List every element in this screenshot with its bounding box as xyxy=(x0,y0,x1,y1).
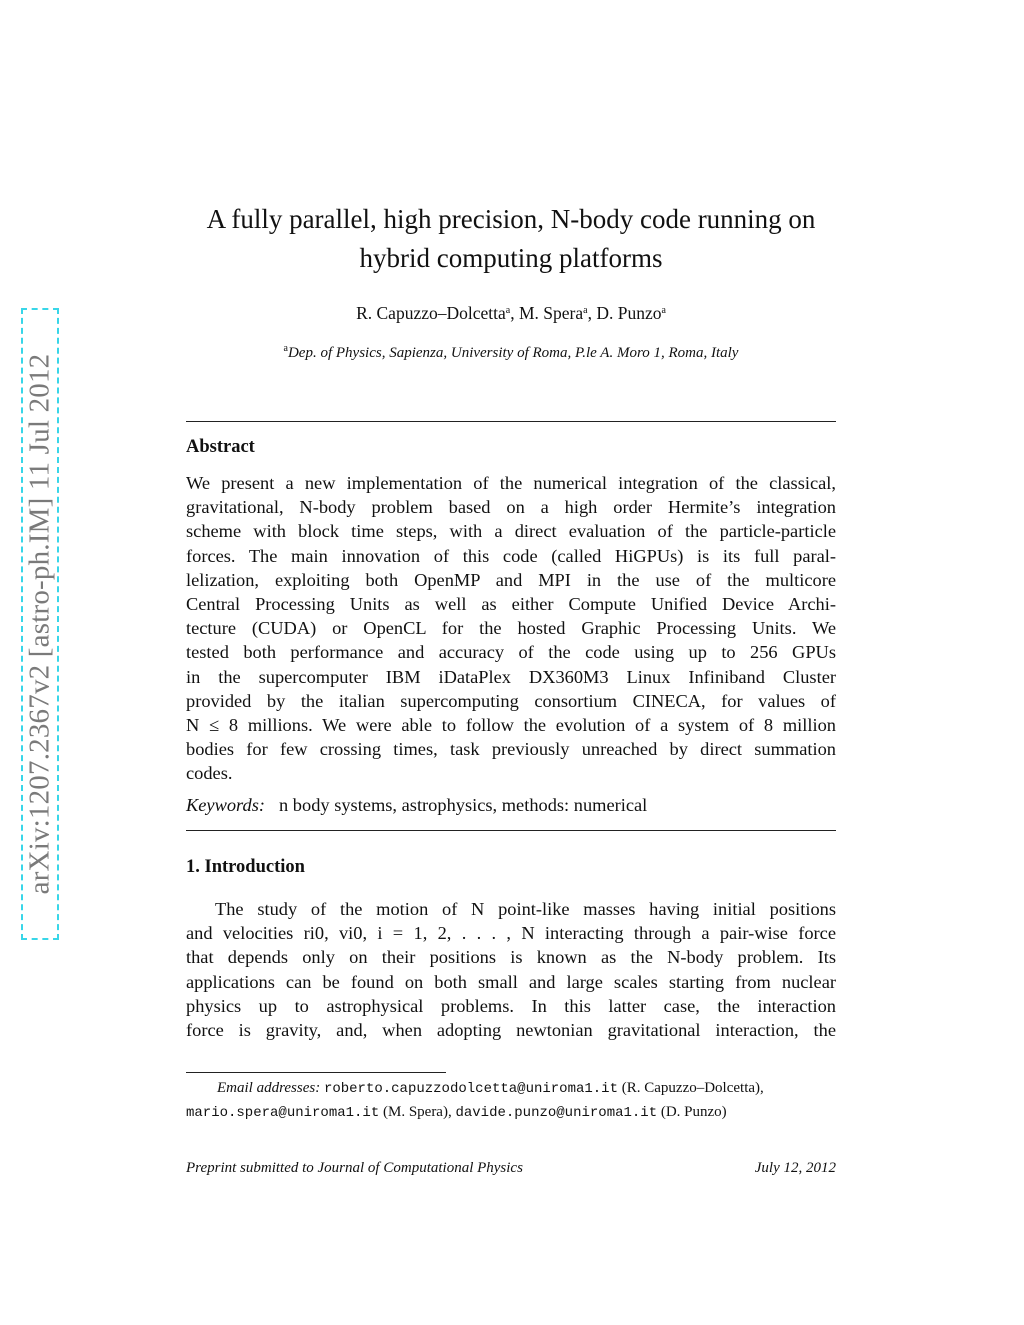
affiliation-mark: a xyxy=(583,305,588,316)
abstract-bottom-rule xyxy=(186,830,836,831)
abstract-line: in the supercomputer IBM iDataPlex DX360M3 Linux Infiniband Cluster xyxy=(186,666,836,687)
title-line-2: hybrid computing platforms xyxy=(359,243,663,273)
abstract-line: forces. The main innovation of this code (called HiGPUs) is its full paral- xyxy=(186,545,836,566)
introduction-body xyxy=(186,897,836,1042)
affiliation-mark: a xyxy=(505,305,511,316)
abstract-line: N ≤ 8 millions. We were able to follow the evolution of a system of 8 million xyxy=(186,714,836,735)
keywords xyxy=(186,793,647,817)
footnote-line xyxy=(186,1100,836,1124)
preprint-note: Preprint submitted to Journal of Computational Physics xyxy=(186,1160,523,1176)
footnote-line xyxy=(186,1076,836,1100)
keywords-text: n body systems, astrophysics, methods: numerical xyxy=(279,795,648,815)
affiliation-mark: a xyxy=(661,305,666,316)
abstract-line: lelization, exploiting both OpenMP and MPI in the use of the multicore xyxy=(186,569,836,590)
author-name: R. Capuzzo–Dolcetta xyxy=(356,303,506,323)
section-heading-introduction: 1. Introduction xyxy=(186,857,305,877)
body-line: and velocities ri0, vi0, i = 1, 2, . . . , N interacting through a pair-wise force xyxy=(186,923,836,944)
body-line: physics up to astrophysical problems. In this latter case, the interaction xyxy=(186,995,836,1016)
affiliation xyxy=(186,343,836,362)
body-line: force is gravity, and, when adopting newtonian gravitational interaction, the xyxy=(186,1019,836,1040)
email-owner: (M. Spera) xyxy=(382,1104,448,1120)
preprint-date: July 12, 2012 xyxy=(754,1160,836,1176)
abstract-line: gravitational, N-body problem based on a high order Hermite’s integration xyxy=(186,497,836,518)
author-name: D. Punzo xyxy=(596,303,662,323)
abstract-line: tecture (CUDA) or OpenCL for the hosted Graphic Processing Units. We xyxy=(186,618,836,639)
body-line: applications can be found on both small and large scales starting from nuclear xyxy=(186,971,836,992)
abstract-line: tested both performance and accuracy of the code using up to 256 GPUs xyxy=(186,642,836,663)
abstract-line: Central Processing Units as well as either Compute Unified Device Archi- xyxy=(186,593,836,614)
author-list xyxy=(186,303,836,324)
body-line: The study of the motion of N point-like masses having initial positions xyxy=(215,899,836,919)
title-line-1: A fully parallel, high precision, N-body code running on xyxy=(206,204,816,234)
abstract-line: provided by the italian supercomputing consortium CINECA, for values of xyxy=(186,690,836,711)
author-separator: , xyxy=(510,303,519,323)
email-separator: , xyxy=(447,1104,456,1120)
abstract-heading: Abstract xyxy=(186,437,255,457)
abstract-line: codes. xyxy=(186,763,233,784)
abstract-body xyxy=(186,471,836,785)
abstract-top-rule xyxy=(186,421,836,422)
email-owner: (D. Punzo) xyxy=(660,1104,727,1120)
arxiv-identifier: arXiv:1207.2367v2 [astro-ph.IM] 11 Jul 2012 xyxy=(23,353,56,895)
email-link[interactable]: mario.spera@uniroma1.it xyxy=(186,1105,380,1121)
affiliation-text: Dep. of Physics, Sapienza, University of Roma, P.le A. Moro 1, Roma, Italy xyxy=(287,345,739,361)
paper-title xyxy=(186,200,836,278)
footnote-rule xyxy=(186,1072,446,1073)
author-separator: , xyxy=(587,303,597,323)
author-name: M. Spera xyxy=(518,303,584,323)
body-line: that depends only on their positions is known as the N-body problem. Its xyxy=(186,947,836,968)
affiliation-mark: a xyxy=(283,343,288,354)
email-link[interactable]: roberto.capuzzodolcetta@uniroma1.it xyxy=(323,1081,618,1097)
abstract-line: We present a new implementation of the numerical integration of the classical, xyxy=(186,473,836,493)
abstract-line: scheme with block time steps, with a direct evaluation of the particle-particle xyxy=(186,521,836,542)
email-owner: (R. Capuzzo–Dolcetta) xyxy=(621,1080,761,1096)
abstract-line: bodies for few crossing times, task previously unreached by direct summation xyxy=(186,739,836,760)
email-link[interactable]: davide.punzo@uniroma1.it xyxy=(455,1105,658,1121)
keywords-label: Keywords: xyxy=(186,795,266,815)
footnote-emails xyxy=(186,1076,836,1124)
email-label: Email addresses: xyxy=(217,1080,321,1096)
email-separator: , xyxy=(760,1080,764,1096)
